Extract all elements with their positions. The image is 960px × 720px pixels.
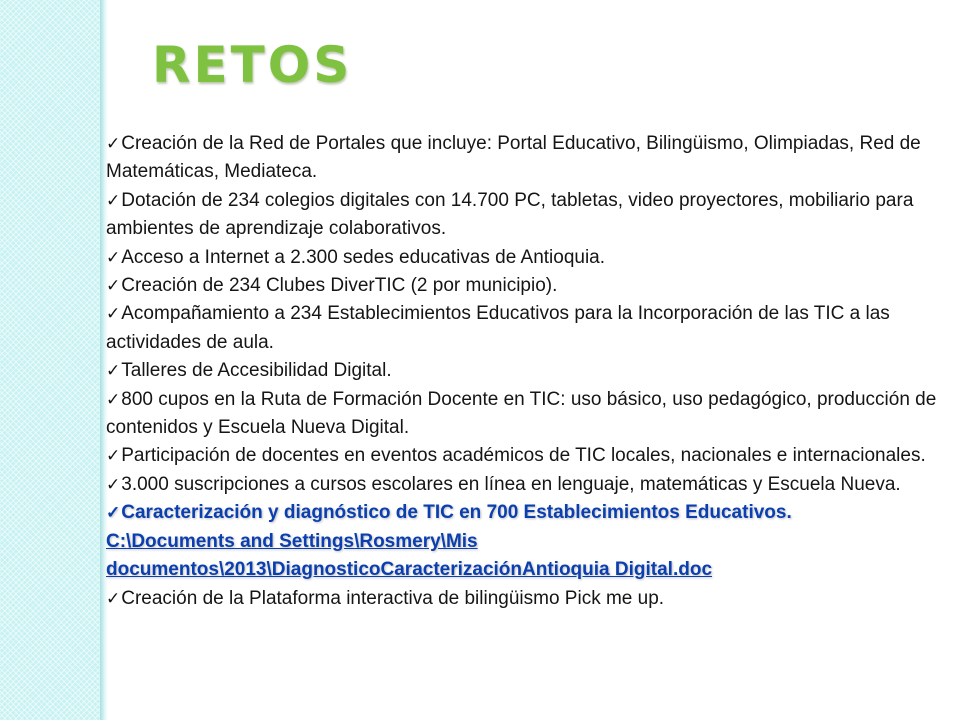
bullet-text: Acceso a Internet a 2.300 sedes educativas de Antioquia.	[121, 246, 606, 268]
decorative-side-band	[0, 0, 100, 720]
checkmark-icon: ✓	[106, 190, 121, 210]
checkmark-icon: ✓	[106, 588, 121, 608]
checkmark-icon: ✓	[106, 446, 121, 466]
bullet-list	[106, 130, 946, 613]
bullet-text: 800 cupos en la Ruta de Formación Docente en TIC: uso básico, uso pedagógico, producción de contenidos y Escuela Nueva Digital.	[106, 388, 937, 439]
checkmark-icon: ✓	[106, 276, 121, 296]
bullet-item	[106, 244, 946, 272]
checkmark-icon: ✓	[106, 247, 121, 267]
bullet-text: Dotación de 234 colegios digitales con 14.700 PC, tabletas, video proyectores, mobiliario para ambientes de aprendizaje colaborativos.	[106, 189, 914, 240]
checkmark-icon: ✓	[106, 134, 121, 153]
bullet-item	[106, 442, 946, 470]
checkmark-icon: ✓	[106, 389, 121, 409]
bullet-item	[106, 187, 946, 244]
checkmark-icon: ✓	[106, 503, 121, 523]
document-link[interactable]: C:\Documents and Settings\Rosmery\Mis documentos\2013\DiagnosticoCaracterizaciónAntioquia Digital.doc	[106, 530, 713, 581]
slide-title: RETOS	[152, 36, 353, 94]
checkmark-icon: ✓	[106, 304, 121, 324]
bullet-text: Creación de la Plataforma interactiva de bilingüismo Pick me up.	[121, 587, 665, 609]
bullet-item	[106, 386, 946, 443]
bullet-item	[106, 471, 946, 499]
bullet-item-highlighted	[106, 499, 946, 584]
bullet-item	[106, 130, 946, 187]
checkmark-icon: ✓	[106, 361, 121, 381]
bullet-item	[106, 585, 946, 613]
bullet-item	[106, 357, 946, 385]
bullet-text: Talleres de Accesibilidad Digital.	[121, 360, 392, 382]
bullet-text: Creación de 234 Clubes DiverTIC (2 por municipio).	[121, 275, 558, 297]
checkmark-icon: ✓	[106, 474, 121, 494]
bullet-text: 3.000 suscripciones a cursos escolares en línea en lenguaje, matemáticas y Escuela Nueva.	[121, 473, 901, 495]
bullet-text: Creación de la Red de Portales que incluye: Portal Educativo, Bilingüismo, Olimpiadas, Red de Matemáticas, Mediateca.	[106, 133, 921, 183]
bullet-text: Caracterización y diagnóstico de TIC en 700 Establecimientos Educativos.	[121, 502, 792, 524]
bullet-item	[106, 272, 946, 300]
bullet-text: Acompañamiento a 234 Establecimientos Educativos para la Incorporación de las TIC a las actividades de aula.	[106, 303, 890, 353]
bullet-item	[106, 300, 946, 357]
bullet-text: Participación de docentes en eventos académicos de TIC locales, nacionales e internacionales.	[121, 445, 926, 467]
